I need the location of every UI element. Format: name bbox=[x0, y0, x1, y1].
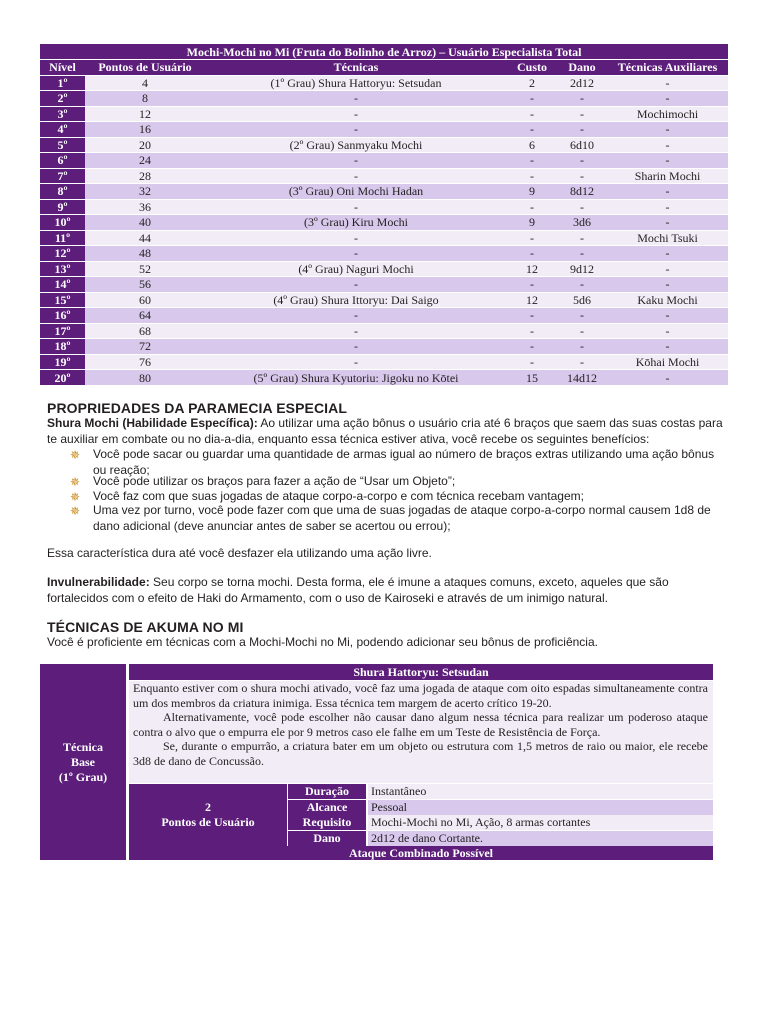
damage-cell: 9d12 bbox=[557, 261, 607, 277]
technique-cell: - bbox=[205, 354, 507, 370]
points-label: Pontos de Usuário bbox=[161, 815, 255, 829]
points-cell: 36 bbox=[85, 199, 205, 215]
damage-cell: - bbox=[557, 168, 607, 184]
technique-cell: - bbox=[205, 153, 507, 169]
auxiliary-cell: - bbox=[607, 153, 728, 169]
cost-cell: - bbox=[507, 323, 557, 339]
cost-cell: - bbox=[507, 122, 557, 138]
auxiliary-cell: - bbox=[607, 91, 728, 107]
points-cell: 56 bbox=[85, 277, 205, 293]
table-row bbox=[40, 75, 728, 91]
level-cell: 12º bbox=[40, 246, 85, 262]
property-label: Dano bbox=[288, 831, 366, 846]
sun-bullet-icon: ✵ bbox=[70, 490, 81, 504]
level-cell: 16º bbox=[40, 308, 85, 324]
cost-cell: - bbox=[507, 91, 557, 107]
damage-cell: 5d6 bbox=[557, 292, 607, 308]
level-cell: 18º bbox=[40, 339, 85, 355]
level-cell: 11º bbox=[40, 230, 85, 246]
damage-cell: - bbox=[557, 122, 607, 138]
property-value: Mochi-Mochi no Mi, Ação, 8 armas cortantes bbox=[368, 815, 713, 830]
level-cell: 1º bbox=[40, 75, 85, 91]
cost-cell: 15 bbox=[507, 370, 557, 386]
points-cell: 32 bbox=[85, 184, 205, 200]
points-cell: 20 bbox=[85, 137, 205, 153]
points-cell: 4 bbox=[85, 75, 205, 91]
damage-cell: 3d6 bbox=[557, 215, 607, 231]
technique-cell: (3º Grau) Oni Mochi Hadan bbox=[205, 184, 507, 200]
property-row bbox=[288, 831, 713, 847]
technique-cell: - bbox=[205, 230, 507, 246]
technique-cell: - bbox=[205, 122, 507, 138]
auxiliary-cell: - bbox=[607, 75, 728, 91]
table-row bbox=[40, 230, 728, 246]
damage-cell: 14d12 bbox=[557, 370, 607, 386]
points-cell: 72 bbox=[85, 339, 205, 355]
technique-card bbox=[40, 664, 713, 860]
damage-cell: - bbox=[557, 199, 607, 215]
table-row bbox=[40, 91, 728, 107]
cost-cell: - bbox=[507, 277, 557, 293]
cost-cell: 9 bbox=[507, 215, 557, 231]
grade-line: Técnica bbox=[63, 739, 103, 754]
property-value: Instantâneo bbox=[368, 784, 713, 799]
cost-cell: - bbox=[507, 354, 557, 370]
points-cell: 52 bbox=[85, 261, 205, 277]
damage-cell: - bbox=[557, 153, 607, 169]
level-cell: 8º bbox=[40, 184, 85, 200]
level-cell: 7º bbox=[40, 168, 85, 184]
level-cell: 13º bbox=[40, 261, 85, 277]
table-row bbox=[40, 106, 728, 122]
cost-cell: 2 bbox=[507, 75, 557, 91]
level-cell: 15º bbox=[40, 292, 85, 308]
bullet-text: Você pode utilizar os braços para fazer a ação de “Usar um Objeto”; bbox=[93, 474, 456, 488]
damage-cell: - bbox=[557, 323, 607, 339]
auxiliary-cell: - bbox=[607, 215, 728, 231]
technique-points bbox=[129, 784, 287, 846]
invulnerability-text: Seu corpo se torna mochi. Desta forma, ele é imune a ataques comuns, exceto, aqueles que são fortalecidos com o efeito de Haki do Armamento, com o uso de Kairoseki e através de um inimigo natural. bbox=[47, 575, 669, 605]
points-cell: 44 bbox=[85, 230, 205, 246]
sun-bullet-icon: ✵ bbox=[70, 475, 81, 489]
shura-mochi-text: Ao utilizar uma ação bônus o usuário cria até 6 braços que saem das suas costas para te auxiliar em combate ou no dia-a-dia, enquanto essa técnica estiver ativa, você recebe os seguintes benefícios: bbox=[47, 416, 723, 446]
technique-cell: - bbox=[205, 308, 507, 324]
header-dano: Dano bbox=[557, 60, 607, 76]
auxiliary-cell: - bbox=[607, 199, 728, 215]
sun-bullet-icon: ✵ bbox=[70, 504, 81, 518]
table-row bbox=[40, 354, 728, 370]
table-row bbox=[40, 137, 728, 153]
property-label: Alcance bbox=[288, 800, 366, 815]
auxiliary-cell: - bbox=[607, 277, 728, 293]
points-cell: 80 bbox=[85, 370, 205, 386]
level-cell: 20º bbox=[40, 370, 85, 386]
header-tecnicas: Técnicas bbox=[205, 60, 507, 76]
shura-mochi-label: Shura Mochi (Habilidade Específica): bbox=[47, 416, 258, 430]
technique-cell: (4º Grau) Naguri Mochi bbox=[205, 261, 507, 277]
technique-name: Shura Hattoryu: Setsudan bbox=[129, 664, 713, 680]
cost-cell: 9 bbox=[507, 184, 557, 200]
damage-cell: - bbox=[557, 354, 607, 370]
auxiliary-cell: Mochimochi bbox=[607, 106, 728, 122]
damage-cell: - bbox=[557, 246, 607, 262]
table-row bbox=[40, 168, 728, 184]
cost-cell: - bbox=[507, 168, 557, 184]
technique-grade bbox=[40, 664, 126, 860]
table-row bbox=[40, 308, 728, 324]
progression-table bbox=[40, 44, 728, 385]
property-row bbox=[288, 784, 713, 800]
property-value: 2d12 de dano Cortante. bbox=[368, 831, 713, 846]
points-cell: 8 bbox=[85, 91, 205, 107]
damage-cell: - bbox=[557, 230, 607, 246]
invulnerability-paragraph bbox=[47, 575, 727, 606]
technique-cell: - bbox=[205, 168, 507, 184]
damage-cell: 2d12 bbox=[557, 75, 607, 91]
technique-cell: - bbox=[205, 106, 507, 122]
header-auxiliares: Técnicas Auxiliares bbox=[607, 60, 728, 76]
grade-line: Base bbox=[71, 754, 95, 769]
property-row bbox=[288, 815, 713, 831]
header-nivel: Nível bbox=[40, 60, 85, 76]
auxiliary-cell: - bbox=[607, 370, 728, 386]
shura-mochi-paragraph bbox=[47, 416, 727, 447]
auxiliary-cell: - bbox=[607, 122, 728, 138]
auxiliary-cell: Kōhai Mochi bbox=[607, 354, 728, 370]
points-cell: 40 bbox=[85, 215, 205, 231]
table-row bbox=[40, 261, 728, 277]
table-row bbox=[40, 184, 728, 200]
cost-cell: - bbox=[507, 153, 557, 169]
auxiliary-cell: - bbox=[607, 261, 728, 277]
technique-footer: Ataque Combinado Possível bbox=[129, 846, 713, 860]
technique-cell: - bbox=[205, 199, 507, 215]
property-label: Requisito bbox=[288, 815, 366, 830]
sun-bullet-icon: ✵ bbox=[70, 448, 81, 462]
akuma-title: TÉCNICAS DE AKUMA NO MI bbox=[47, 619, 244, 635]
cost-cell: 12 bbox=[507, 261, 557, 277]
auxiliary-cell: - bbox=[607, 246, 728, 262]
damage-cell: - bbox=[557, 308, 607, 324]
auxiliary-cell: - bbox=[607, 184, 728, 200]
header-pontos: Pontos de Usuário bbox=[85, 60, 205, 76]
technique-cell: - bbox=[205, 323, 507, 339]
points-cell: 64 bbox=[85, 308, 205, 324]
cost-cell: - bbox=[507, 246, 557, 262]
technique-cell: (3º Grau) Kiru Mochi bbox=[205, 215, 507, 231]
points-cell: 24 bbox=[85, 153, 205, 169]
technique-cell: (1º Grau) Shura Hattoryu: Setsudan bbox=[205, 75, 507, 91]
points-cell: 60 bbox=[85, 292, 205, 308]
auxiliary-cell: Sharin Mochi bbox=[607, 168, 728, 184]
points-cell: 16 bbox=[85, 122, 205, 138]
level-cell: 2º bbox=[40, 91, 85, 107]
technique-cell: - bbox=[205, 339, 507, 355]
table-row bbox=[40, 246, 728, 262]
invulnerability-label: Invulnerabilidade: bbox=[47, 575, 150, 589]
table-row bbox=[40, 277, 728, 293]
property-row bbox=[288, 800, 713, 816]
cost-cell: - bbox=[507, 308, 557, 324]
damage-cell: 8d12 bbox=[557, 184, 607, 200]
points-value: 2 bbox=[205, 800, 211, 814]
technique-cell: - bbox=[205, 246, 507, 262]
technique-cell: (5º Grau) Shura Kyutoriu: Jigoku no Kōtei bbox=[205, 370, 507, 386]
points-cell: 68 bbox=[85, 323, 205, 339]
table-row bbox=[40, 339, 728, 355]
auxiliary-cell: - bbox=[607, 308, 728, 324]
auxiliary-cell: - bbox=[607, 137, 728, 153]
level-cell: 6º bbox=[40, 153, 85, 169]
level-cell: 5º bbox=[40, 137, 85, 153]
cost-cell: - bbox=[507, 106, 557, 122]
points-cell: 48 bbox=[85, 246, 205, 262]
technique-description bbox=[129, 681, 713, 783]
level-cell: 3º bbox=[40, 106, 85, 122]
header-custo: Custo bbox=[507, 60, 557, 76]
technique-cell: - bbox=[205, 277, 507, 293]
table-row bbox=[40, 122, 728, 138]
table-row bbox=[40, 199, 728, 215]
level-cell: 10º bbox=[40, 215, 85, 231]
level-cell: 4º bbox=[40, 122, 85, 138]
auxiliary-cell: Kaku Mochi bbox=[607, 292, 728, 308]
table-row bbox=[40, 153, 728, 169]
auxiliary-cell: - bbox=[607, 323, 728, 339]
description-paragraph: Alternativamente, você pode escolher não causar dano algum nessa técnica para realizar um poderoso ataque contra o alvo que o empurra ele por 9 metros caso ele falhe em um Teste de Resistência de Força. bbox=[133, 710, 708, 739]
grade-line: (1º Grau) bbox=[58, 769, 108, 784]
table-row bbox=[40, 215, 728, 231]
cost-cell: - bbox=[507, 199, 557, 215]
bullet-text: Você faz com que suas jogadas de ataque corpo-a-corpo e com técnica recebam vantagem; bbox=[93, 489, 584, 503]
cost-cell: 6 bbox=[507, 137, 557, 153]
bullet-text: Você pode sacar ou guardar uma quantidade de armas igual ao número de braços extras utilizando uma ação bônus ou reação; bbox=[93, 447, 715, 477]
damage-cell: 6d10 bbox=[557, 137, 607, 153]
table-row bbox=[40, 292, 728, 308]
property-label: Duração bbox=[288, 784, 366, 799]
damage-cell: - bbox=[557, 106, 607, 122]
property-value: Pessoal bbox=[368, 800, 713, 815]
bullet-text: Uma vez por turno, você pode fazer com que uma de suas jogadas de ataque corpo-a-corpo normal causem 1d8 de dano adicional (deve anunciar antes de saber se acertou ou errou); bbox=[93, 503, 711, 533]
auxiliary-cell: - bbox=[607, 339, 728, 355]
damage-cell: - bbox=[557, 339, 607, 355]
damage-cell: - bbox=[557, 277, 607, 293]
cost-cell: - bbox=[507, 230, 557, 246]
points-cell: 28 bbox=[85, 168, 205, 184]
paramecia-title: PROPRIEDADES DA PARAMECIA ESPECIAL bbox=[47, 400, 348, 416]
description-paragraph: Se, durante o empurrão, a criatura bater em um objeto ou estrutura com 1,5 metros de raio ou maior, ele recebe 3d8 de dano de Concussão. bbox=[133, 739, 708, 768]
description-paragraph: Enquanto estiver com o shura mochi ativado, você faz uma jogada de ataque com oito espadas simultaneamente contra um dos membros da criatura inimiga. Essa técnica tem margem de acerto crítico 19-20. bbox=[133, 681, 708, 710]
cost-cell: 12 bbox=[507, 292, 557, 308]
technique-cell: (2º Grau) Sanmyaku Mochi bbox=[205, 137, 507, 153]
technique-cell: - bbox=[205, 91, 507, 107]
duration-paragraph: Essa característica dura até você desfazer ela utilizando uma ação livre. bbox=[47, 546, 432, 560]
table-row bbox=[40, 323, 728, 339]
damage-cell: - bbox=[557, 91, 607, 107]
points-cell: 76 bbox=[85, 354, 205, 370]
level-cell: 19º bbox=[40, 354, 85, 370]
table-title: Mochi-Mochi no Mi (Fruta do Bolinho de Arroz) – Usuário Especialista Total bbox=[40, 44, 728, 60]
akuma-intro: Você é proficiente em técnicas com a Mochi-Mochi no Mi, podendo adicionar seu bônus de proficiência. bbox=[47, 635, 598, 649]
technique-cell: (4º Grau) Shura Ittoryu: Dai Saigo bbox=[205, 292, 507, 308]
level-cell: 17º bbox=[40, 323, 85, 339]
level-cell: 14º bbox=[40, 277, 85, 293]
table-row bbox=[40, 370, 728, 386]
points-cell: 12 bbox=[85, 106, 205, 122]
cost-cell: - bbox=[507, 339, 557, 355]
level-cell: 9º bbox=[40, 199, 85, 215]
auxiliary-cell: Mochi Tsuki bbox=[607, 230, 728, 246]
technique-properties bbox=[288, 784, 713, 846]
